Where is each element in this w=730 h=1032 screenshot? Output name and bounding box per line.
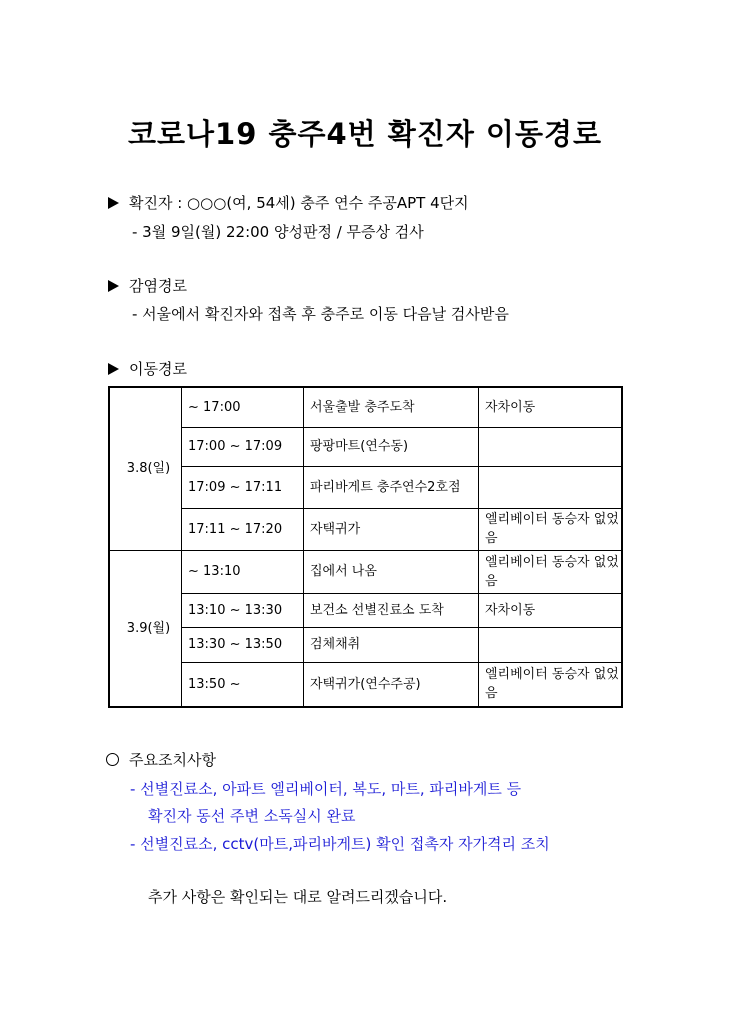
patient-label: 확진자 : ○○○(여, 54세) 충주 연수 주공APT 4단지 — [129, 194, 469, 212]
table-row — [109, 387, 622, 427]
triangle-bullet-icon — [108, 197, 119, 209]
patient-detail: - 3월 9일(월) 22:00 양성판정 / 무증상 검사 — [132, 223, 424, 241]
note-cell: 자차이동 — [479, 593, 623, 627]
place-cell: 팡팡마트(연수동) — [304, 427, 479, 466]
note-cell — [479, 466, 623, 508]
measures-item-1: - 선별진료소, 아파트 엘리베이터, 복도, 마트, 파리바게트 등 — [130, 780, 522, 798]
route-line — [108, 358, 187, 379]
table-row — [109, 550, 622, 593]
measures-item-1-continued: 확진자 동선 주변 소독실시 완료 — [148, 807, 356, 825]
table-row — [109, 627, 622, 662]
date-cell: 3.9(월) — [109, 550, 182, 707]
table-row — [109, 662, 622, 707]
measures-line — [106, 749, 216, 770]
page-title: 코로나19 충주4번 확진자 이동경로 — [127, 117, 602, 151]
place-cell: 자택귀가 — [304, 508, 479, 550]
place-cell: 집에서 나옴 — [304, 550, 479, 593]
table-row — [109, 508, 622, 550]
time-cell: 13:50 ~ — [182, 662, 304, 707]
measures-item-2: - 선별진료소, cctv(마트,파리바게트) 확인 접촉자 자가격리 조치 — [130, 835, 550, 853]
note-cell — [479, 627, 623, 662]
note-cell — [479, 427, 623, 466]
table-row — [109, 427, 622, 466]
time-cell: 17:11 ~ 17:20 — [182, 508, 304, 550]
circle-bullet-icon — [106, 753, 119, 766]
patient-line — [108, 192, 469, 213]
triangle-bullet-icon — [108, 280, 119, 292]
note-cell: 엘리베이터 동승자 없었음 — [479, 550, 623, 593]
table-row — [109, 593, 622, 627]
place-cell: 서울출발 충주도착 — [304, 387, 479, 427]
triangle-bullet-icon — [108, 363, 119, 375]
route-label: 이동경로 — [129, 360, 187, 378]
time-cell: 17:00 ~ 17:09 — [182, 427, 304, 466]
note-cell: 자차이동 — [479, 387, 623, 427]
infection-line — [108, 275, 187, 296]
place-cell: 보건소 선별진료소 도착 — [304, 593, 479, 627]
place-cell: 자택귀가(연수주공) — [304, 662, 479, 707]
infection-label: 감염경로 — [129, 277, 187, 295]
infection-detail: - 서울에서 확진자와 접촉 후 충주로 이동 다음날 검사받음 — [132, 305, 509, 323]
route-table — [108, 386, 623, 708]
date-cell: 3.8(일) — [109, 387, 182, 550]
measures-label: 주요조치사항 — [129, 751, 216, 769]
time-cell: ~ 13:10 — [182, 550, 304, 593]
note-cell: 엘리베이터 동승자 없었음 — [479, 508, 623, 550]
place-cell: 파리바게트 충주연수2호점 — [304, 466, 479, 508]
time-cell: ~ 17:00 — [182, 387, 304, 427]
time-cell: 17:09 ~ 17:11 — [182, 466, 304, 508]
time-cell: 13:30 ~ 13:50 — [182, 627, 304, 662]
table-row — [109, 466, 622, 508]
note-cell: 엘리베이터 동승자 없었음 — [479, 662, 623, 707]
closing-note: 추가 사항은 확인되는 대로 알려드리겠습니다. — [148, 888, 448, 906]
place-cell: 검체채취 — [304, 627, 479, 662]
time-cell: 13:10 ~ 13:30 — [182, 593, 304, 627]
